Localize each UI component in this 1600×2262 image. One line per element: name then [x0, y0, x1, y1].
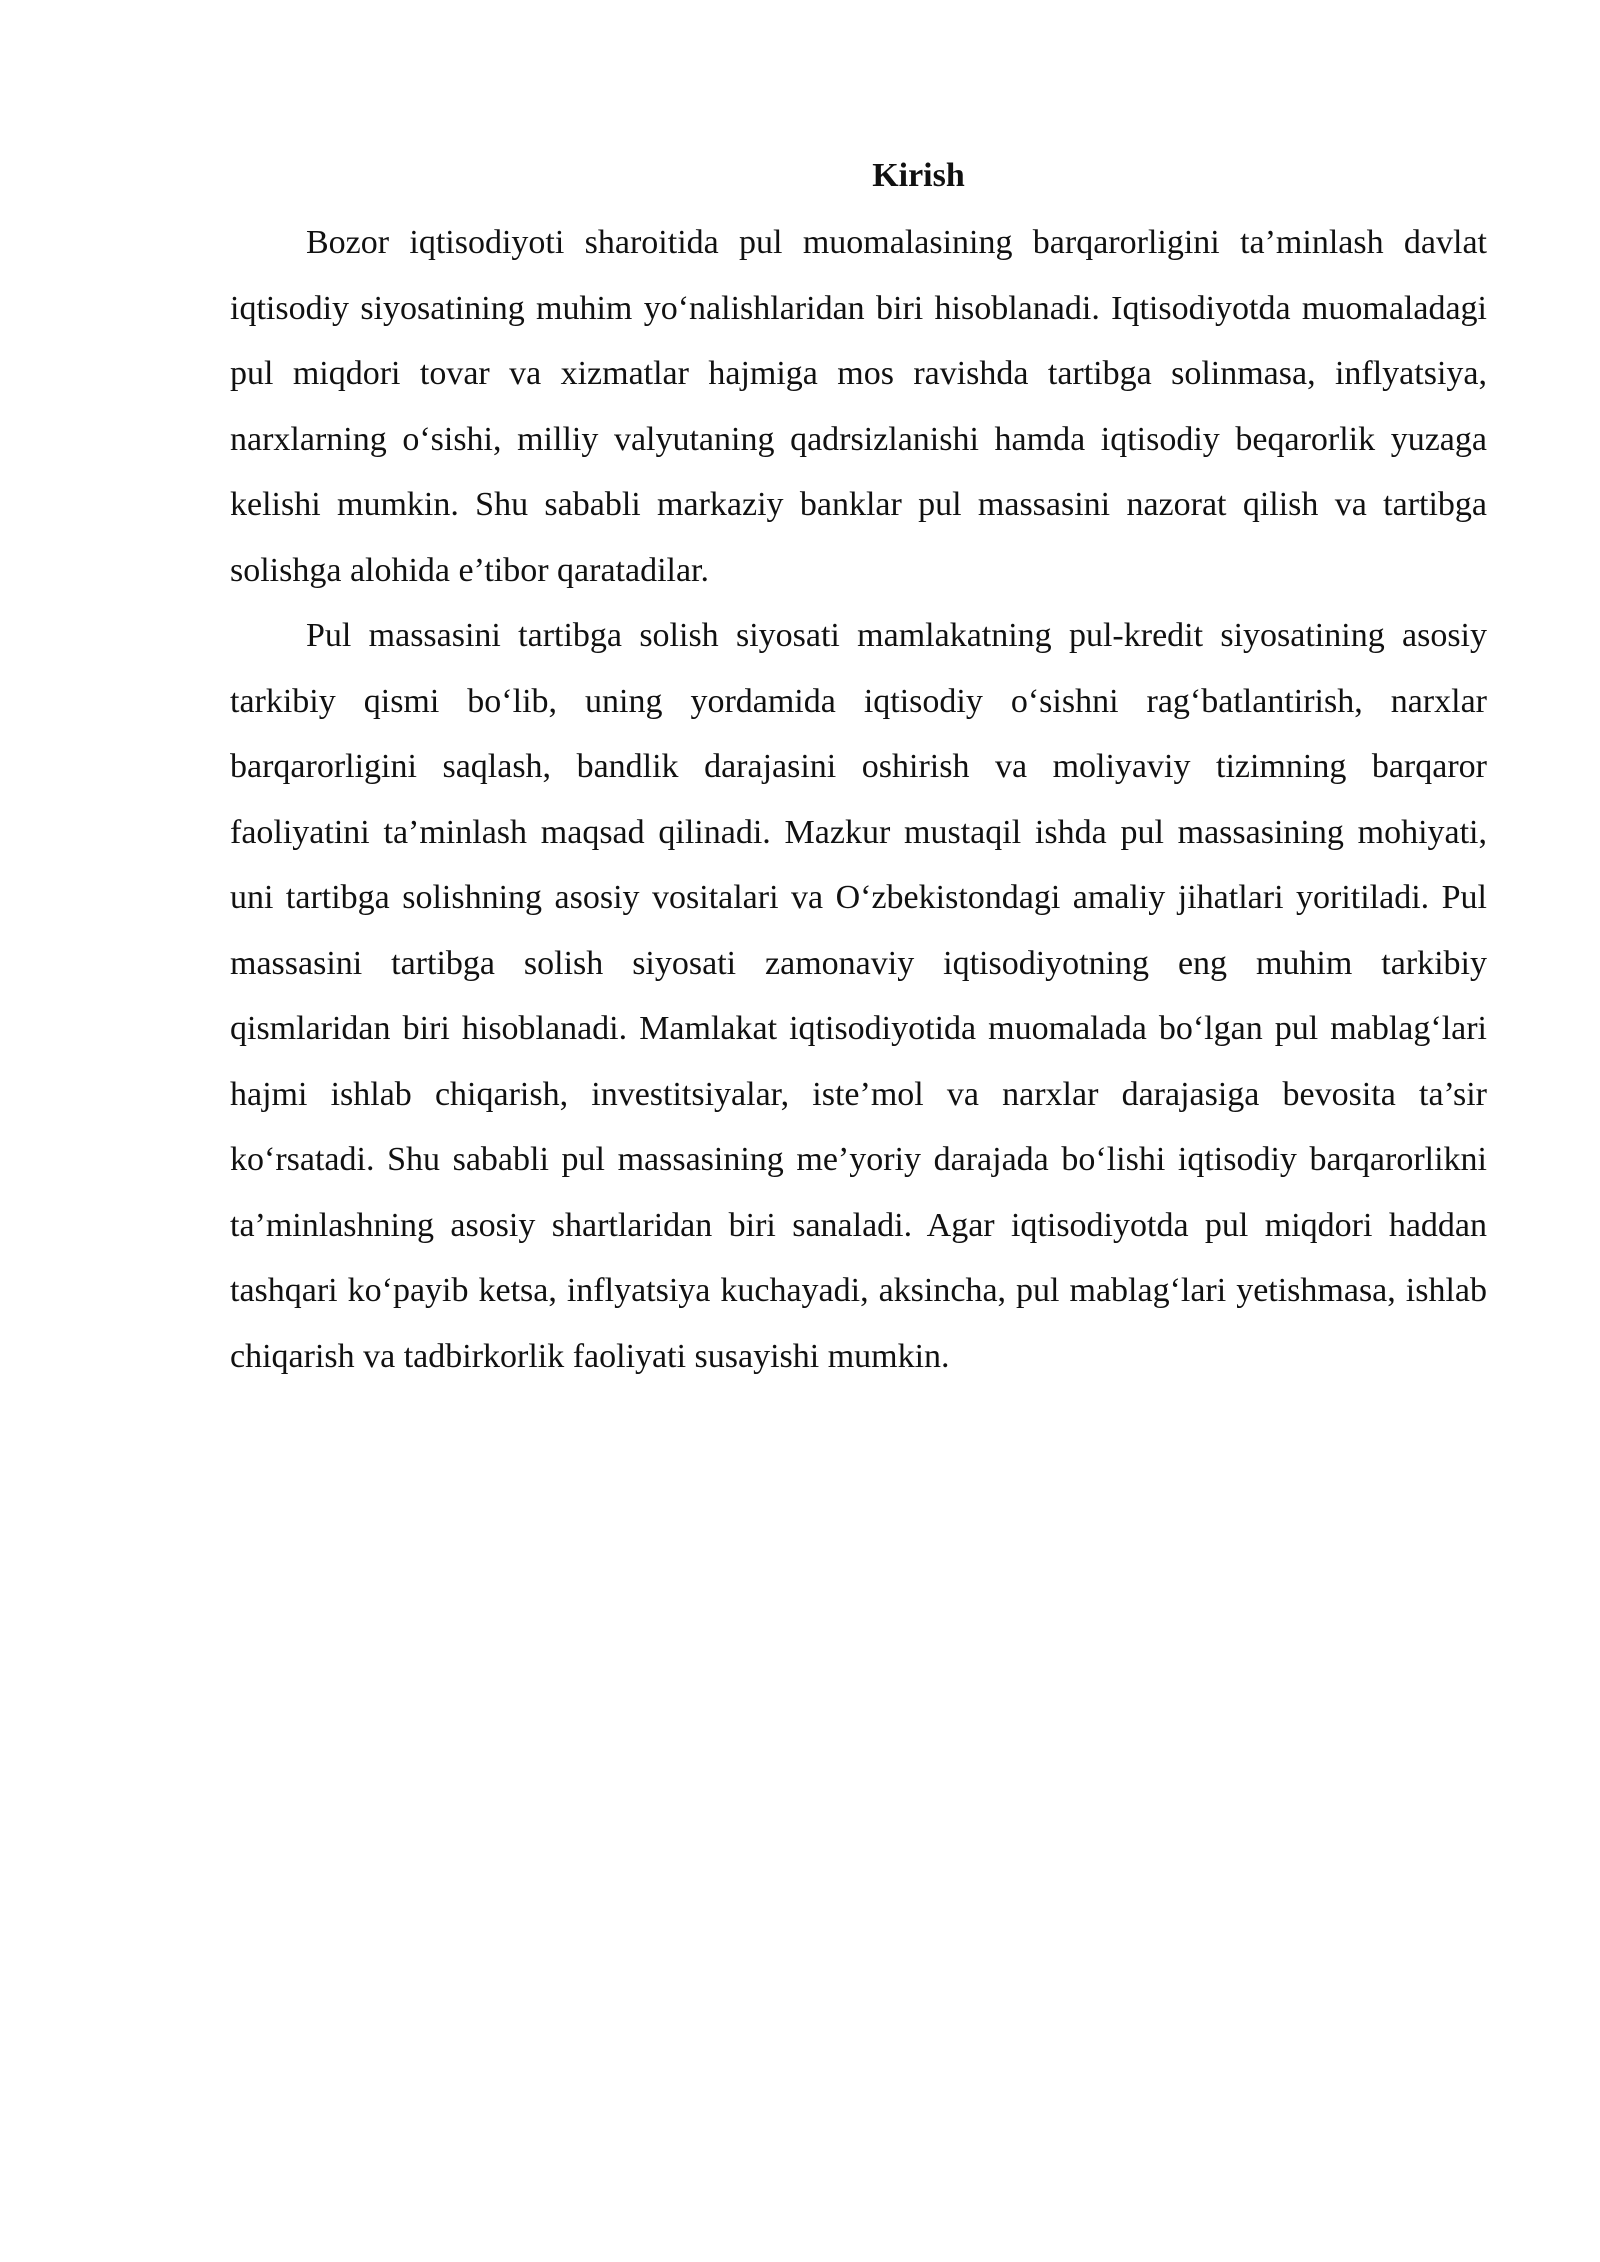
paragraph-1: Bozor iqtisodiyoti sharoitida pul muomalasining barqarorligini ta’minlash davlat iqtisodiy siyosatining muhim yo‘nalishlaridan biri hisoblanadi. Iqtisodiyotda muomaladagi pul miqdori tovar va xizmatlar hajmiga mos ravishda tartibga solinmasa, inflyatsiya, narxlarning o‘sishi, milliy valyutaning qadrsizlanishi hamda iqtisodiy beqarorlik yuzaga kelishi mumkin. Shu sababli markaziy banklar pul massasini nazorat qilish va tartibga solishga alohida e’tibor qaratadilar. [230, 224, 1487, 589]
paragraph-2: Pul massasini tartibga solish siyosati mamlakatning pul-kredit siyosatining asosiy tarkibiy qismi bo‘lib, uning yordamida iqtisodiy o‘sishni rag‘batlantirish, narxlar barqarorligini saqlash, bandlik darajasini oshirish va moliyaviy tizimning barqaror faoliyatini ta’minlash maqsad qilinadi. Mazkur mustaqil ishda pul massasining mohiyati, uni tartibga solishning asosiy vositalari va O‘zbekistondagi amaliy jihatlari yoritiladi. Pul massasini tartibga solish siyosati zamonaviy iqtisodiyotning eng muhim tarkibiy qismlaridan biri hisoblanadi. Mamlakat iqtisodiyotida muomalada bo‘lgan pul mablag‘lari hajmi ishlab chiqarish, investitsiyalar, iste’mol va narxlar darajasiga bevosita ta’sir ko‘rsatadi. Shu sababli pul massasining me’yoriy darajada bo‘lishi iqtisodiy barqarorlikni ta’minlashning asosiy shartlaridan biri sanaladi. Agar iqtisodiyotda pul miqdori haddan tashqari ko‘payib ketsa, inflyatsiya kuchayadi, aksincha, pul mablag‘lari yetishmasa, ishlab chiqarish va tadbirkorlik faoliyati susayishi mumkin. [230, 617, 1487, 1375]
document-body [230, 150, 1487, 1389]
document-title: Kirish [872, 157, 965, 194]
